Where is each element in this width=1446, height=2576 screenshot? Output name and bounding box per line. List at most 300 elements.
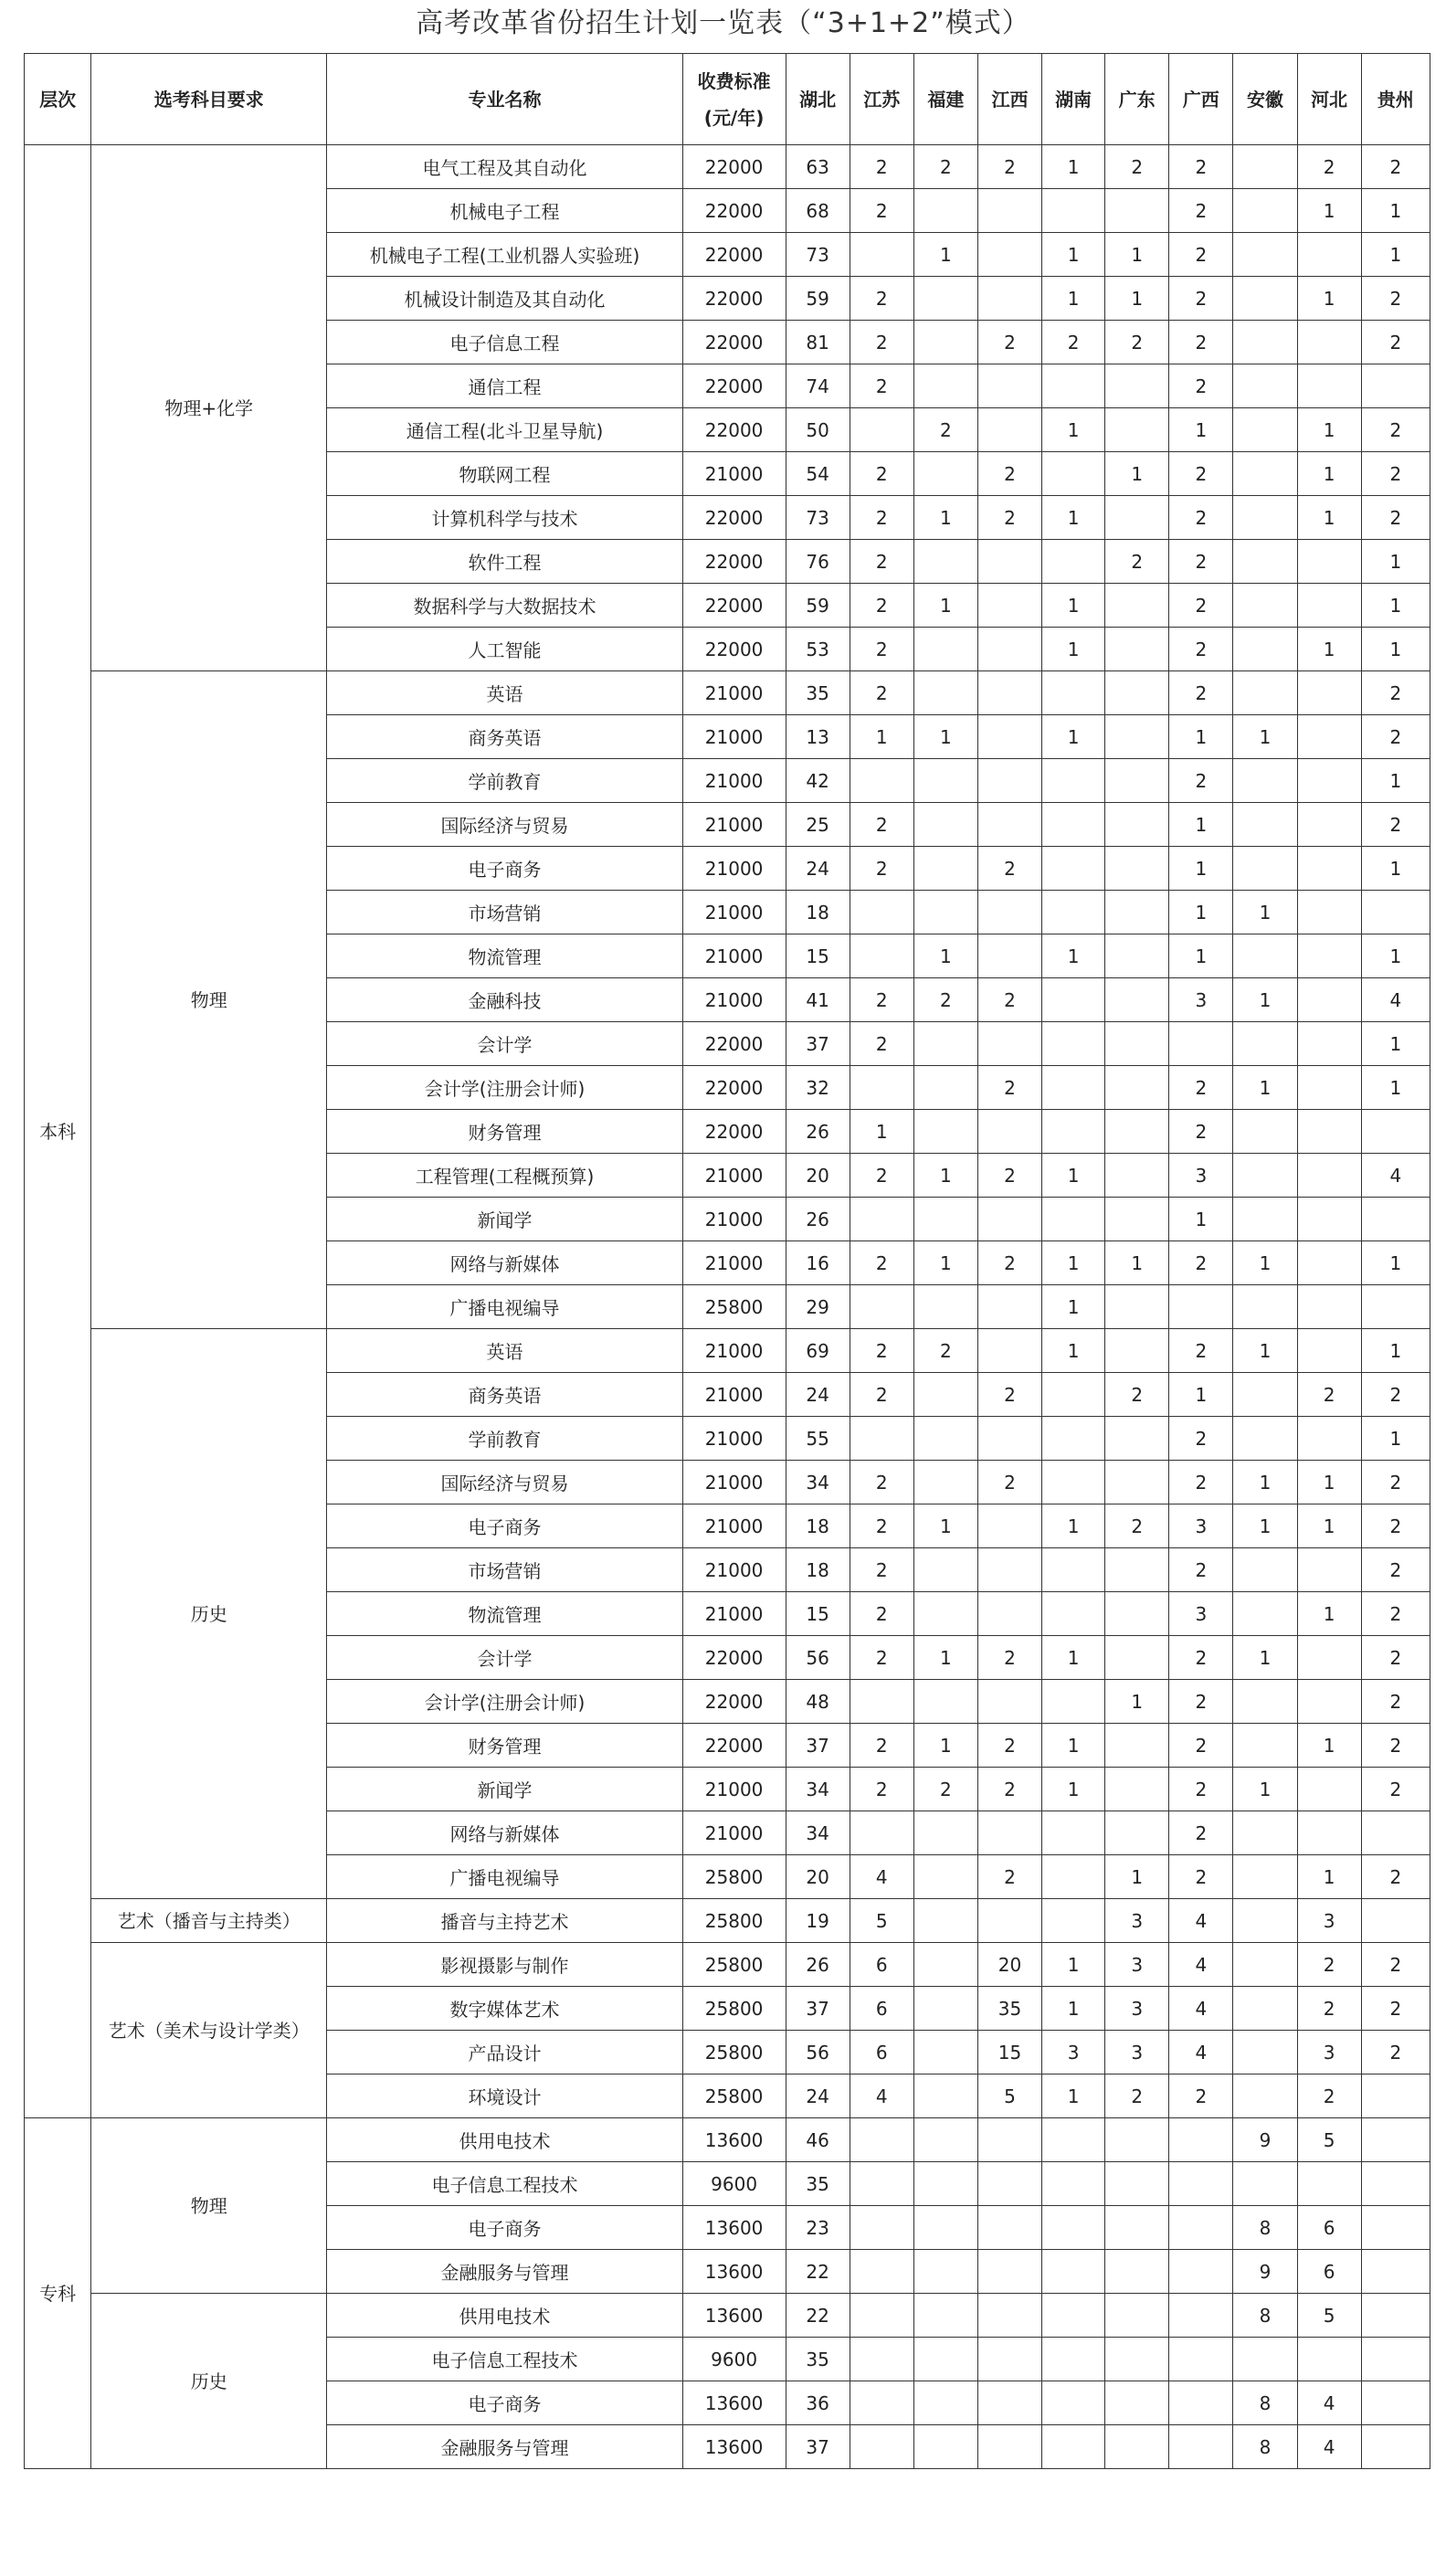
count-cell [1042, 1899, 1105, 1943]
fee-cell: 21000 [682, 1768, 786, 1811]
fee-cell: 22000 [682, 277, 786, 321]
count-cell [1105, 1285, 1169, 1329]
count-cell [1233, 671, 1297, 715]
count-cell [850, 1417, 913, 1461]
count-cell [850, 408, 913, 452]
count-cell: 2 [850, 1154, 913, 1198]
count-cell [977, 671, 1041, 715]
header-fee-label: 收费标准 [697, 69, 771, 92]
count-cell: 8 [1233, 2425, 1297, 2469]
count-cell [913, 2162, 977, 2206]
count-cell [977, 891, 1041, 934]
count-cell [1105, 1592, 1169, 1636]
count-cell: 3 [1105, 1899, 1169, 1943]
count-cell: 1 [1042, 1724, 1105, 1768]
count-cell [977, 1504, 1041, 1548]
fee-cell: 25800 [682, 2075, 786, 2118]
count-cell: 1 [1042, 934, 1105, 978]
count-cell: 5 [1297, 2118, 1361, 2162]
subject-cell: 物理 [91, 2118, 327, 2294]
count-cell: 2 [850, 189, 913, 233]
major-cell: 财务管理 [327, 1724, 682, 1768]
count-cell [1105, 1198, 1169, 1241]
count-cell [977, 1022, 1041, 1066]
count-cell [1233, 189, 1297, 233]
count-cell: 2 [1169, 628, 1233, 671]
count-cell [913, 1899, 977, 1943]
count-cell [1233, 1285, 1297, 1329]
count-cell: 2 [1361, 145, 1430, 189]
count-cell [913, 1548, 977, 1592]
fee-cell: 21000 [682, 1548, 786, 1592]
subject-cell: 历史 [91, 2294, 327, 2469]
count-cell: 1 [1169, 715, 1233, 759]
count-cell [1042, 847, 1105, 891]
count-cell [913, 2075, 977, 2118]
count-cell [1361, 364, 1430, 408]
count-cell [1169, 1285, 1233, 1329]
table-row [25, 2294, 1430, 2338]
count-cell: 2 [1297, 145, 1361, 189]
fee-cell: 22000 [682, 145, 786, 189]
count-cell [1169, 1022, 1233, 1066]
fee-cell: 25800 [682, 1943, 786, 1987]
major-cell: 金融服务与管理 [327, 2250, 682, 2294]
count-cell: 1 [1042, 628, 1105, 671]
fee-cell: 13600 [682, 2381, 786, 2425]
fee-cell: 21000 [682, 1241, 786, 1285]
count-cell: 1 [1169, 891, 1233, 934]
count-cell: 1 [1361, 628, 1430, 671]
count-cell: 2 [1169, 1548, 1233, 1592]
count-cell: 1 [1042, 1504, 1105, 1548]
count-cell [1105, 1811, 1169, 1855]
major-cell: 通信工程 [327, 364, 682, 408]
subject-cell: 艺术（美术与设计学类） [91, 1943, 327, 2118]
count-cell [977, 1417, 1041, 1461]
count-cell [850, 1198, 913, 1241]
count-cell [1297, 321, 1361, 364]
count-cell [1361, 2250, 1430, 2294]
count-cell [1233, 1373, 1297, 1417]
count-cell: 2 [913, 1768, 977, 1811]
count-cell: 8 [1233, 2381, 1297, 2425]
count-cell: 2 [850, 1461, 913, 1504]
count-cell [977, 1592, 1041, 1636]
fee-cell: 21000 [682, 803, 786, 847]
count-cell [913, 1022, 977, 1066]
count-cell: 56 [786, 2031, 850, 2075]
count-cell: 53 [786, 628, 850, 671]
header-fee-unit: (元/年) [703, 106, 765, 129]
count-cell [913, 891, 977, 934]
count-cell: 2 [977, 1724, 1041, 1768]
major-cell: 供用电技术 [327, 2118, 682, 2162]
major-cell: 新闻学 [327, 1198, 682, 1241]
fee-cell: 21000 [682, 1811, 786, 1855]
fee-cell: 25800 [682, 1899, 786, 1943]
count-cell: 2 [1297, 1373, 1361, 1417]
count-cell: 2 [1361, 671, 1430, 715]
fee-cell: 21000 [682, 1154, 786, 1198]
count-cell [913, 2250, 977, 2294]
major-cell: 机械电子工程(工业机器人实验班) [327, 233, 682, 277]
count-cell [913, 2118, 977, 2162]
subject-cell: 历史 [91, 1329, 327, 1899]
count-cell [977, 189, 1041, 233]
header-province: 江苏 [850, 54, 913, 145]
count-cell [1297, 671, 1361, 715]
count-cell: 18 [786, 1504, 850, 1548]
count-cell [977, 2162, 1041, 2206]
count-cell: 26 [786, 1198, 850, 1241]
count-cell: 36 [786, 2381, 850, 2425]
count-cell [913, 540, 977, 584]
count-cell: 2 [977, 1373, 1041, 1417]
count-cell [1233, 2338, 1297, 2381]
major-cell: 金融科技 [327, 978, 682, 1022]
count-cell: 2 [977, 1768, 1041, 1811]
count-cell: 1 [1361, 1066, 1430, 1110]
count-cell: 1 [1042, 584, 1105, 628]
count-cell: 3 [1169, 1592, 1233, 1636]
major-cell: 物流管理 [327, 934, 682, 978]
count-cell: 6 [1297, 2206, 1361, 2250]
count-cell [1297, 1680, 1361, 1724]
count-cell: 1 [1169, 803, 1233, 847]
count-cell [1297, 1285, 1361, 1329]
header-province: 广东 [1105, 54, 1169, 145]
count-cell [913, 671, 977, 715]
count-cell: 1 [1233, 715, 1297, 759]
count-cell: 9 [1233, 2250, 1297, 2294]
count-cell [850, 2250, 913, 2294]
count-cell: 3 [1042, 2031, 1105, 2075]
count-cell [1361, 2075, 1430, 2118]
count-cell: 2 [1105, 1373, 1169, 1417]
count-cell: 1 [1297, 1592, 1361, 1636]
count-cell: 59 [786, 277, 850, 321]
count-cell [1297, 803, 1361, 847]
count-cell [977, 408, 1041, 452]
major-cell: 学前教育 [327, 759, 682, 803]
major-cell: 电子商务 [327, 2206, 682, 2250]
count-cell [1105, 891, 1169, 934]
count-cell: 1 [1297, 189, 1361, 233]
count-cell [1105, 1724, 1169, 1768]
count-cell [1042, 978, 1105, 1022]
count-cell [1042, 364, 1105, 408]
major-cell: 电子信息工程 [327, 321, 682, 364]
major-cell: 数字媒体艺术 [327, 1987, 682, 2031]
count-cell [1297, 891, 1361, 934]
count-cell: 1 [1105, 233, 1169, 277]
count-cell [1105, 496, 1169, 540]
count-cell: 74 [786, 364, 850, 408]
count-cell: 4 [850, 2075, 913, 2118]
count-cell [1042, 189, 1105, 233]
fee-cell: 9600 [682, 2162, 786, 2206]
fee-cell: 22000 [682, 1022, 786, 1066]
count-cell: 1 [1105, 1241, 1169, 1285]
fee-cell: 13600 [682, 2425, 786, 2469]
fee-cell: 21000 [682, 759, 786, 803]
count-cell: 2 [1169, 1680, 1233, 1724]
count-cell: 2 [850, 628, 913, 671]
count-cell [1169, 2118, 1233, 2162]
count-cell [1105, 628, 1169, 671]
count-cell [1233, 2162, 1297, 2206]
major-cell: 国际经济与贸易 [327, 1461, 682, 1504]
count-cell [1105, 1110, 1169, 1154]
count-cell: 2 [1169, 1811, 1233, 1855]
count-cell [913, 1855, 977, 1899]
count-cell: 1 [1361, 584, 1430, 628]
count-cell [1233, 540, 1297, 584]
count-cell: 1 [1105, 1855, 1169, 1899]
count-cell [1105, 2206, 1169, 2250]
count-cell: 15 [786, 934, 850, 978]
count-cell: 2 [1361, 1943, 1430, 1987]
count-cell: 2 [977, 496, 1041, 540]
count-cell: 2 [1169, 759, 1233, 803]
count-cell: 2 [1361, 496, 1430, 540]
count-cell [913, 321, 977, 364]
count-cell [1042, 1811, 1105, 1855]
count-cell [1042, 2338, 1105, 2381]
count-cell: 4 [1297, 2425, 1361, 2469]
count-cell [913, 2338, 977, 2381]
count-cell: 2 [1297, 1987, 1361, 2031]
count-cell: 2 [1361, 408, 1430, 452]
count-cell: 2 [850, 1768, 913, 1811]
count-cell [1042, 2206, 1105, 2250]
count-cell [1233, 584, 1297, 628]
count-cell: 1 [1233, 1636, 1297, 1680]
count-cell: 2 [1169, 1066, 1233, 1110]
count-cell [1105, 2381, 1169, 2425]
fee-cell: 21000 [682, 452, 786, 496]
count-cell [1042, 1110, 1105, 1154]
count-cell: 8 [1233, 2294, 1297, 2338]
fee-cell: 22000 [682, 408, 786, 452]
count-cell [1233, 1724, 1297, 1768]
count-cell: 2 [1105, 321, 1169, 364]
fee-cell: 21000 [682, 934, 786, 978]
count-cell: 2 [850, 671, 913, 715]
count-cell [1042, 2162, 1105, 2206]
count-cell: 2 [977, 978, 1041, 1022]
fee-cell: 21000 [682, 978, 786, 1022]
count-cell: 2 [1169, 1110, 1233, 1154]
count-cell: 1 [913, 584, 977, 628]
count-cell: 2 [1169, 1461, 1233, 1504]
fee-cell: 13600 [682, 2250, 786, 2294]
count-cell [1233, 2075, 1297, 2118]
count-cell: 2 [1105, 1504, 1169, 1548]
count-cell [1233, 803, 1297, 847]
count-cell [977, 1811, 1041, 1855]
major-cell: 广播电视编导 [327, 1855, 682, 1899]
count-cell [1233, 452, 1297, 496]
count-cell [1042, 1680, 1105, 1724]
count-cell: 1 [850, 1110, 913, 1154]
count-cell: 34 [786, 1811, 850, 1855]
major-cell: 工程管理(工程概预算) [327, 1154, 682, 1198]
header-province: 广西 [1169, 54, 1233, 145]
count-cell [1361, 2425, 1430, 2469]
count-cell: 2 [1169, 364, 1233, 408]
count-cell: 1 [1042, 1768, 1105, 1811]
count-cell [977, 1680, 1041, 1724]
count-cell: 1 [1361, 1022, 1430, 1066]
table-row [25, 1329, 1430, 1373]
count-cell [1042, 2425, 1105, 2469]
count-cell [1233, 1987, 1297, 2031]
count-cell: 2 [1361, 1461, 1430, 1504]
count-cell: 1 [913, 1636, 977, 1680]
count-cell [913, 1110, 977, 1154]
count-cell: 4 [1297, 2381, 1361, 2425]
count-cell: 3 [1169, 1154, 1233, 1198]
count-cell [1361, 2381, 1430, 2425]
count-cell: 48 [786, 1680, 850, 1724]
major-cell: 计算机科学与技术 [327, 496, 682, 540]
count-cell: 3 [1297, 2031, 1361, 2075]
count-cell [1105, 2162, 1169, 2206]
count-cell [850, 2162, 913, 2206]
count-cell: 22 [786, 2294, 850, 2338]
count-cell [977, 233, 1041, 277]
table-row [25, 145, 1430, 189]
count-cell [913, 1066, 977, 1110]
count-cell: 1 [1297, 496, 1361, 540]
count-cell [1042, 759, 1105, 803]
count-cell [977, 628, 1041, 671]
count-cell: 6 [1297, 2250, 1361, 2294]
major-cell: 金融服务与管理 [327, 2425, 682, 2469]
major-cell: 英语 [327, 671, 682, 715]
count-cell: 1 [1361, 934, 1430, 978]
count-cell: 37 [786, 2425, 850, 2469]
count-cell: 1 [1169, 847, 1233, 891]
count-cell [1105, 1548, 1169, 1592]
count-cell [1297, 759, 1361, 803]
count-cell [977, 2425, 1041, 2469]
level-cell: 专科 [25, 2118, 91, 2469]
count-cell: 2 [977, 1241, 1041, 1285]
count-cell [1233, 847, 1297, 891]
count-cell [1233, 277, 1297, 321]
major-cell: 会计学 [327, 1022, 682, 1066]
header-province: 福建 [913, 54, 977, 145]
count-cell [1105, 1768, 1169, 1811]
count-cell [1297, 2162, 1361, 2206]
major-cell: 网络与新媒体 [327, 1241, 682, 1285]
count-cell: 2 [850, 978, 913, 1022]
count-cell [1169, 2162, 1233, 2206]
count-cell: 4 [1361, 1154, 1430, 1198]
count-cell [913, 1198, 977, 1241]
count-cell: 1 [1297, 1855, 1361, 1899]
header-level: 层次 [25, 54, 91, 145]
count-cell: 2 [977, 1461, 1041, 1504]
count-cell [913, 759, 977, 803]
count-cell: 1 [1361, 540, 1430, 584]
count-cell: 16 [786, 1241, 850, 1285]
major-cell: 通信工程(北斗卫星导航) [327, 408, 682, 452]
count-cell: 2 [977, 452, 1041, 496]
count-cell: 37 [786, 1022, 850, 1066]
count-cell: 2 [977, 321, 1041, 364]
major-cell: 英语 [327, 1329, 682, 1373]
count-cell: 5 [977, 2075, 1041, 2118]
fee-cell: 22000 [682, 1680, 786, 1724]
count-cell: 76 [786, 540, 850, 584]
count-cell: 20 [786, 1855, 850, 1899]
count-cell [977, 1285, 1041, 1329]
count-cell: 69 [786, 1329, 850, 1373]
count-cell [1169, 2250, 1233, 2294]
count-cell: 1 [1297, 277, 1361, 321]
fee-cell: 22000 [682, 321, 786, 364]
count-cell [1361, 1110, 1430, 1154]
major-cell: 广播电视编导 [327, 1285, 682, 1329]
count-cell [913, 1373, 977, 1417]
count-cell: 81 [786, 321, 850, 364]
count-cell [850, 2338, 913, 2381]
count-cell [1105, 715, 1169, 759]
count-cell: 25 [786, 803, 850, 847]
header-province: 江西 [977, 54, 1041, 145]
major-cell: 软件工程 [327, 540, 682, 584]
count-cell: 6 [850, 2031, 913, 2075]
count-cell [850, 759, 913, 803]
count-cell [1361, 2206, 1430, 2250]
count-cell [1105, 803, 1169, 847]
count-cell [977, 2206, 1041, 2250]
count-cell: 42 [786, 759, 850, 803]
count-cell: 1 [1042, 408, 1105, 452]
major-cell: 机械设计制造及其自动化 [327, 277, 682, 321]
major-cell: 物流管理 [327, 1592, 682, 1636]
count-cell [1042, 2250, 1105, 2294]
count-cell [1361, 2118, 1430, 2162]
count-cell: 22 [786, 2250, 850, 2294]
count-cell: 3 [1169, 1504, 1233, 1548]
count-cell: 2 [977, 145, 1041, 189]
count-cell: 2 [1169, 321, 1233, 364]
count-cell: 1 [1169, 1373, 1233, 1417]
count-cell [1105, 2294, 1169, 2338]
count-cell: 24 [786, 847, 850, 891]
major-cell: 会计学 [327, 1636, 682, 1680]
count-cell: 2 [1169, 1241, 1233, 1285]
major-cell: 商务英语 [327, 715, 682, 759]
count-cell: 37 [786, 1724, 850, 1768]
count-cell [977, 803, 1041, 847]
fee-cell: 21000 [682, 891, 786, 934]
count-cell: 3 [1105, 1943, 1169, 1987]
count-cell: 1 [1361, 189, 1430, 233]
count-cell [1105, 2425, 1169, 2469]
count-cell [977, 364, 1041, 408]
count-cell: 2 [1361, 715, 1430, 759]
count-cell [1297, 2338, 1361, 2381]
count-cell: 2 [1361, 1636, 1430, 1680]
count-cell [1233, 364, 1297, 408]
count-cell: 1 [913, 934, 977, 978]
